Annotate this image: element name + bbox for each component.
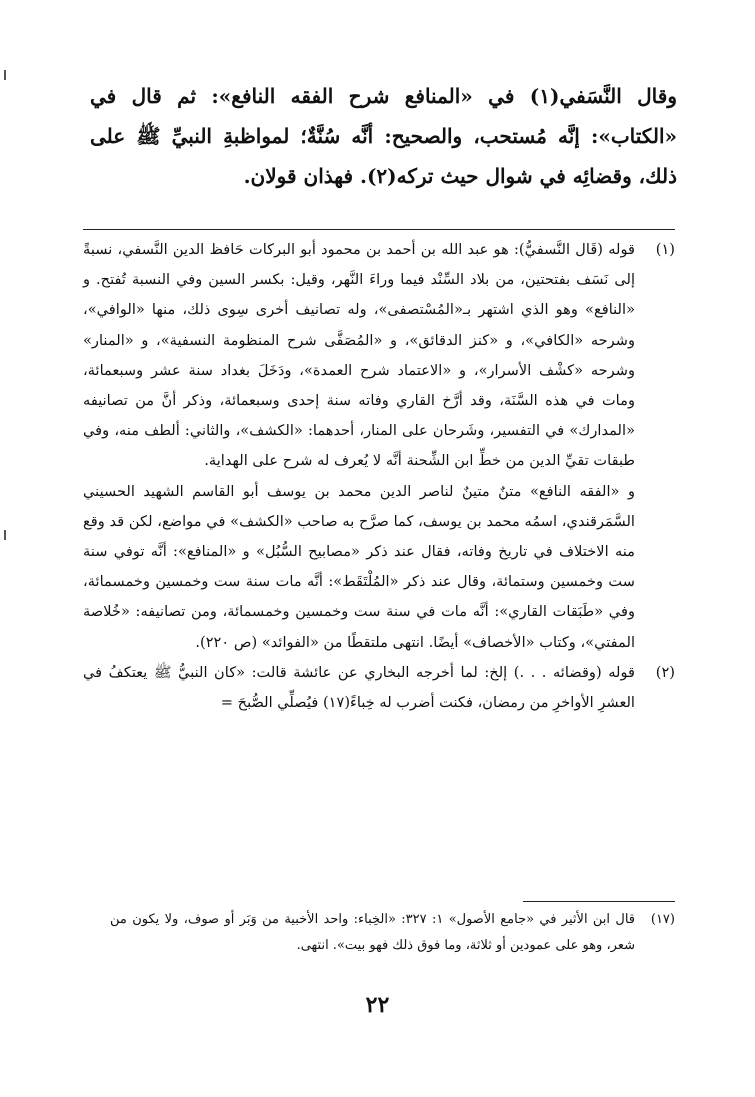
note-paragraph: و «الفقه النافع» متنٌ متينٌ لناصر الدين محمد بن يوسف أبو القاسم الشهيد الحسيني السَّمَرقندي، اسمُه محمد بن يوسف، كما صرَّح به صاحب «الكشف» في مواضع، لكن قد وقع منه الاختلاف في تاريخ وفاته، فقال عند ذكر «مصابيح السُّبُل» و «المنافع»: أنَّه توفي سنة ست وخمسين وستمائة، وقال عند ذكر «المُلْتَقَط»: أنَّه مات سنة ست وخمسين وخمسمائة، وفي «طَبَقات القاري»: أنَّه مات في سنة ست وخمسين وخمسمائة، ومن تصانيفه: «خُلاصة المفتي»، وكتاب «الأخصاف» أيضًا. انتهى ملتقطًا من «الفوائد» (ص ٢٢٠).	[83, 482, 635, 651]
note-paragraph: قوله (قَال النَّسفيُّ): هو عبد الله بن أحمد بن محمود أبو البركات حَافظ الدين النَّسفي، نسبةً إلى نَسَف بفتحتين، من بلاد السِّنْد فيما وراءَ النَّهر، وقيل: بكسر السين وفي النسبة تُفتح. و «النافع» وهو الذي اشتهر بـ«المُسْتصفى»، وله تصانيف أخرى سِوى ذلك، منها «الوافي»، وشرحه «الكافي»، و «كنز الدقائق»، و «المُصَفَّى شرح المنظومة النسفية»، و «المنار» وشرحه «كشْف الأسرار»، و «الاعتماد شرح العمدة»، ودَخَلَ بغداد سنة عشر وسبعمائة، ومات في هذه السَّنَة، وقد أرَّخ القاري وفاته سنة إحدى وسبعمائة، وذكر أنَّ من تصانيفه «المدارك» في التفسير، وشَرحان على المنار، أحدهما: «الكشف»، والثاني: ألطف منه، وفي طبقات تقيِّ الدين من خطِّ ابن الشِّحنة أنَّه لا يُعرف له شرح على الهداية.	[83, 241, 635, 470]
note-number: (١)	[655, 241, 675, 258]
footnote-17	[110, 907, 675, 959]
scan-edge-mark	[4, 530, 6, 540]
footnote-divider	[523, 901, 675, 902]
main-text-block	[90, 76, 677, 196]
scan-edge-mark	[4, 70, 6, 80]
main-paragraph: وقال النَّسَفي(١) في «المنافع شرح الفقه النافع»: ثم قال في «الكتاب»: إنَّه مُستحب، والصحيح: أنَّه سُنَّةٌ؛ لمواظبةِ النبيِّ ﷺ على ذلك، وقضائِه في شوال حيث تركه(٢). فهذان قولان.	[90, 84, 677, 188]
note-2	[83, 658, 675, 718]
note-number: (٢)	[655, 663, 675, 681]
main-text-divider	[83, 229, 675, 230]
note-paragraph: قوله (وقضائه . . .) إلخ: لما أخرجه البخاري عن عائشة قالت: «كان النبيُّ ﷺ يعتكفُ في العشرِ الأواخرِ من رمضان، فكنت أضرب له خِباءً(١٧) فيُصلِّي الصُّبحَ =	[83, 663, 635, 712]
footnote-section	[110, 907, 675, 959]
notes-section	[83, 235, 675, 718]
page-number: ٢٢	[365, 992, 390, 1018]
note-1	[83, 235, 675, 658]
footnote-number: (١٧)	[650, 912, 675, 927]
footnote-text: قال ابن الأثير في «جامع الأصول» ١: ٣٢٧: «الخِباء: واحد الأخبية من وَبَر أو صوف، ولا يكون من شعر، وهو على عمودين أو ثلاثة، وما فوق ذلك فهو بيت». انتهى.	[110, 912, 635, 953]
